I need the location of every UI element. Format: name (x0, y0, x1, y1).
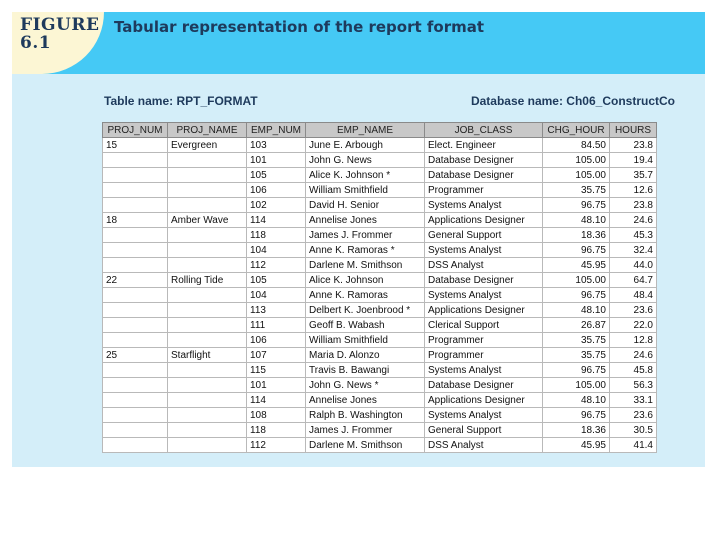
cell-proj-name (168, 183, 247, 198)
cell-proj-name (168, 258, 247, 273)
figure-label-line1: FIGURE (20, 15, 100, 35)
cell-chg-hour: 45.95 (543, 438, 610, 453)
cell-hours: 19.4 (610, 153, 657, 168)
cell-job-class: Programmer (425, 333, 543, 348)
cell-emp-num: 114 (247, 213, 306, 228)
report-table (102, 122, 657, 453)
cell-emp-name: Maria D. Alonzo (306, 348, 425, 363)
cell-proj-num (103, 438, 168, 453)
cell-emp-name: Darlene M. Smithson (306, 258, 425, 273)
cell-chg-hour: 96.75 (543, 288, 610, 303)
cell-chg-hour: 105.00 (543, 378, 610, 393)
cell-hours: 24.6 (610, 213, 657, 228)
cell-chg-hour: 35.75 (543, 333, 610, 348)
cell-proj-num (103, 408, 168, 423)
cell-emp-name: Annelise Jones (306, 213, 425, 228)
cell-emp-num: 104 (247, 288, 306, 303)
cell-emp-num: 106 (247, 333, 306, 348)
cell-emp-num: 113 (247, 303, 306, 318)
column-header: HOURS (610, 123, 657, 138)
table-row (103, 138, 657, 153)
cell-job-class: Systems Analyst (425, 408, 543, 423)
cell-chg-hour: 48.10 (543, 393, 610, 408)
cell-proj-num: 22 (103, 273, 168, 288)
cell-chg-hour: 84.50 (543, 138, 610, 153)
cell-chg-hour: 48.10 (543, 213, 610, 228)
cell-job-class: DSS Analyst (425, 258, 543, 273)
cell-emp-name: Travis B. Bawangi (306, 363, 425, 378)
table-row (103, 333, 657, 348)
table-row (103, 153, 657, 168)
cell-emp-num: 107 (247, 348, 306, 363)
table-row (103, 348, 657, 363)
cell-job-class: Systems Analyst (425, 243, 543, 258)
cell-proj-num: 18 (103, 213, 168, 228)
table-row (103, 213, 657, 228)
cell-chg-hour: 105.00 (543, 273, 610, 288)
cell-emp-num: 106 (247, 183, 306, 198)
cell-hours: 32.4 (610, 243, 657, 258)
figure-title: Tabular representation of the report format (114, 18, 485, 36)
figure-label-line2: 6.1 (20, 33, 52, 53)
cell-proj-num (103, 423, 168, 438)
cell-proj-name (168, 438, 247, 453)
cell-hours: 56.3 (610, 378, 657, 393)
cell-proj-name (168, 393, 247, 408)
cell-proj-name: Amber Wave (168, 213, 247, 228)
cell-chg-hour: 96.75 (543, 243, 610, 258)
table-row (103, 363, 657, 378)
cell-job-class: Applications Designer (425, 213, 543, 228)
cell-chg-hour: 35.75 (543, 348, 610, 363)
cell-proj-num (103, 393, 168, 408)
cell-emp-name: Darlene M. Smithson (306, 438, 425, 453)
cell-emp-num: 105 (247, 273, 306, 288)
cell-job-class: Programmer (425, 348, 543, 363)
cell-proj-num (103, 243, 168, 258)
cell-emp-name: James J. Frommer (306, 228, 425, 243)
cell-job-class: Programmer (425, 183, 543, 198)
table-row (103, 243, 657, 258)
cell-job-class: Applications Designer (425, 393, 543, 408)
cell-hours: 44.0 (610, 258, 657, 273)
report-table-body (103, 138, 657, 453)
cell-emp-num: 112 (247, 438, 306, 453)
cell-emp-name: William Smithfield (306, 333, 425, 348)
cell-emp-name: David H. Senior (306, 198, 425, 213)
cell-emp-num: 105 (247, 168, 306, 183)
cell-hours: 12.6 (610, 183, 657, 198)
cell-job-class: Clerical Support (425, 318, 543, 333)
cell-emp-name: Anne K. Ramoras * (306, 243, 425, 258)
cell-emp-num: 118 (247, 423, 306, 438)
cell-proj-num (103, 228, 168, 243)
cell-hours: 41.4 (610, 438, 657, 453)
cell-job-class: Database Designer (425, 273, 543, 288)
column-header: EMP_NAME (306, 123, 425, 138)
table-row (103, 183, 657, 198)
cell-proj-num: 15 (103, 138, 168, 153)
figure-slide (12, 12, 705, 467)
cell-proj-num (103, 153, 168, 168)
cell-emp-num: 114 (247, 393, 306, 408)
cell-proj-num (103, 303, 168, 318)
cell-proj-num (103, 318, 168, 333)
table-name-label: Table name: RPT_FORMAT (104, 94, 258, 108)
cell-job-class: General Support (425, 423, 543, 438)
cell-proj-name (168, 198, 247, 213)
table-row (103, 303, 657, 318)
cell-proj-num (103, 168, 168, 183)
cell-hours: 23.6 (610, 303, 657, 318)
cell-job-class: General Support (425, 228, 543, 243)
cell-emp-name: William Smithfield (306, 183, 425, 198)
cell-proj-name (168, 318, 247, 333)
table-row (103, 318, 657, 333)
cell-emp-name: Alice K. Johnson (306, 273, 425, 288)
cell-chg-hour: 48.10 (543, 303, 610, 318)
cell-emp-name: John G. News (306, 153, 425, 168)
cell-hours: 64.7 (610, 273, 657, 288)
table-row (103, 378, 657, 393)
cell-hours: 22.0 (610, 318, 657, 333)
cell-job-class: Database Designer (425, 168, 543, 183)
database-name-label: Database name: Ch06_ConstructCo (470, 94, 675, 108)
cell-emp-name: John G. News * (306, 378, 425, 393)
cell-proj-num: 25 (103, 348, 168, 363)
cell-hours: 23.6 (610, 408, 657, 423)
cell-emp-name: Ralph B. Washington (306, 408, 425, 423)
cell-emp-name: Alice K. Johnson * (306, 168, 425, 183)
cell-proj-num (103, 258, 168, 273)
cell-hours: 48.4 (610, 288, 657, 303)
cell-chg-hour: 45.95 (543, 258, 610, 273)
cell-hours: 23.8 (610, 198, 657, 213)
column-header: PROJ_NUM (103, 123, 168, 138)
cell-chg-hour: 96.75 (543, 363, 610, 378)
cell-proj-name (168, 363, 247, 378)
cell-hours: 45.3 (610, 228, 657, 243)
column-header: PROJ_NAME (168, 123, 247, 138)
cell-job-class: Systems Analyst (425, 363, 543, 378)
cell-proj-name (168, 408, 247, 423)
cell-proj-name (168, 288, 247, 303)
cell-emp-num: 104 (247, 243, 306, 258)
cell-proj-name: Starflight (168, 348, 247, 363)
cell-chg-hour: 35.75 (543, 183, 610, 198)
cell-emp-name: Annelise Jones (306, 393, 425, 408)
table-row (103, 168, 657, 183)
cell-hours: 45.8 (610, 363, 657, 378)
cell-emp-num: 101 (247, 153, 306, 168)
cell-hours: 33.1 (610, 393, 657, 408)
cell-proj-name: Evergreen (168, 138, 247, 153)
cell-job-class: Systems Analyst (425, 288, 543, 303)
table-row (103, 408, 657, 423)
cell-job-class: Systems Analyst (425, 198, 543, 213)
cell-emp-num: 118 (247, 228, 306, 243)
cell-proj-name (168, 303, 247, 318)
table-row (103, 288, 657, 303)
cell-proj-name (168, 153, 247, 168)
cell-chg-hour: 18.36 (543, 423, 610, 438)
cell-proj-name (168, 243, 247, 258)
cell-chg-hour: 18.36 (543, 228, 610, 243)
cell-emp-num: 111 (247, 318, 306, 333)
table-row (103, 438, 657, 453)
cell-emp-num: 103 (247, 138, 306, 153)
table-header-row (103, 123, 657, 138)
cell-chg-hour: 105.00 (543, 168, 610, 183)
cell-proj-name (168, 228, 247, 243)
column-header: JOB_CLASS (425, 123, 543, 138)
cell-emp-num: 101 (247, 378, 306, 393)
cell-proj-name (168, 168, 247, 183)
cell-chg-hour: 96.75 (543, 408, 610, 423)
cell-hours: 23.8 (610, 138, 657, 153)
cell-job-class: Database Designer (425, 153, 543, 168)
cell-hours: 24.6 (610, 348, 657, 363)
cell-proj-num (103, 288, 168, 303)
cell-proj-num (103, 183, 168, 198)
cell-hours: 35.7 (610, 168, 657, 183)
cell-emp-num: 112 (247, 258, 306, 273)
column-header: EMP_NUM (247, 123, 306, 138)
cell-proj-name (168, 423, 247, 438)
cell-hours: 30.5 (610, 423, 657, 438)
cell-job-class: Elect. Engineer (425, 138, 543, 153)
cell-emp-num: 115 (247, 363, 306, 378)
figure-label (20, 16, 99, 52)
cell-proj-num (103, 333, 168, 348)
cell-proj-num (103, 198, 168, 213)
cell-job-class: Applications Designer (425, 303, 543, 318)
cell-emp-num: 108 (247, 408, 306, 423)
cell-emp-name: June E. Arbough (306, 138, 425, 153)
cell-proj-num (103, 378, 168, 393)
cell-emp-name: Anne K. Ramoras (306, 288, 425, 303)
cell-chg-hour: 96.75 (543, 198, 610, 213)
cell-emp-name: James J. Frommer (306, 423, 425, 438)
cell-emp-name: Geoff B. Wabash (306, 318, 425, 333)
table-row (103, 423, 657, 438)
cell-chg-hour: 26.87 (543, 318, 610, 333)
column-header: CHG_HOUR (543, 123, 610, 138)
cell-job-class: DSS Analyst (425, 438, 543, 453)
cell-proj-num (103, 363, 168, 378)
cell-proj-name: Rolling Tide (168, 273, 247, 288)
cell-job-class: Database Designer (425, 378, 543, 393)
table-row (103, 393, 657, 408)
table-row (103, 258, 657, 273)
table-row (103, 228, 657, 243)
cell-proj-name (168, 333, 247, 348)
table-row (103, 273, 657, 288)
cell-emp-num: 102 (247, 198, 306, 213)
cell-proj-name (168, 378, 247, 393)
cell-chg-hour: 105.00 (543, 153, 610, 168)
table-row (103, 198, 657, 213)
cell-emp-name: Delbert K. Joenbrood * (306, 303, 425, 318)
cell-hours: 12.8 (610, 333, 657, 348)
